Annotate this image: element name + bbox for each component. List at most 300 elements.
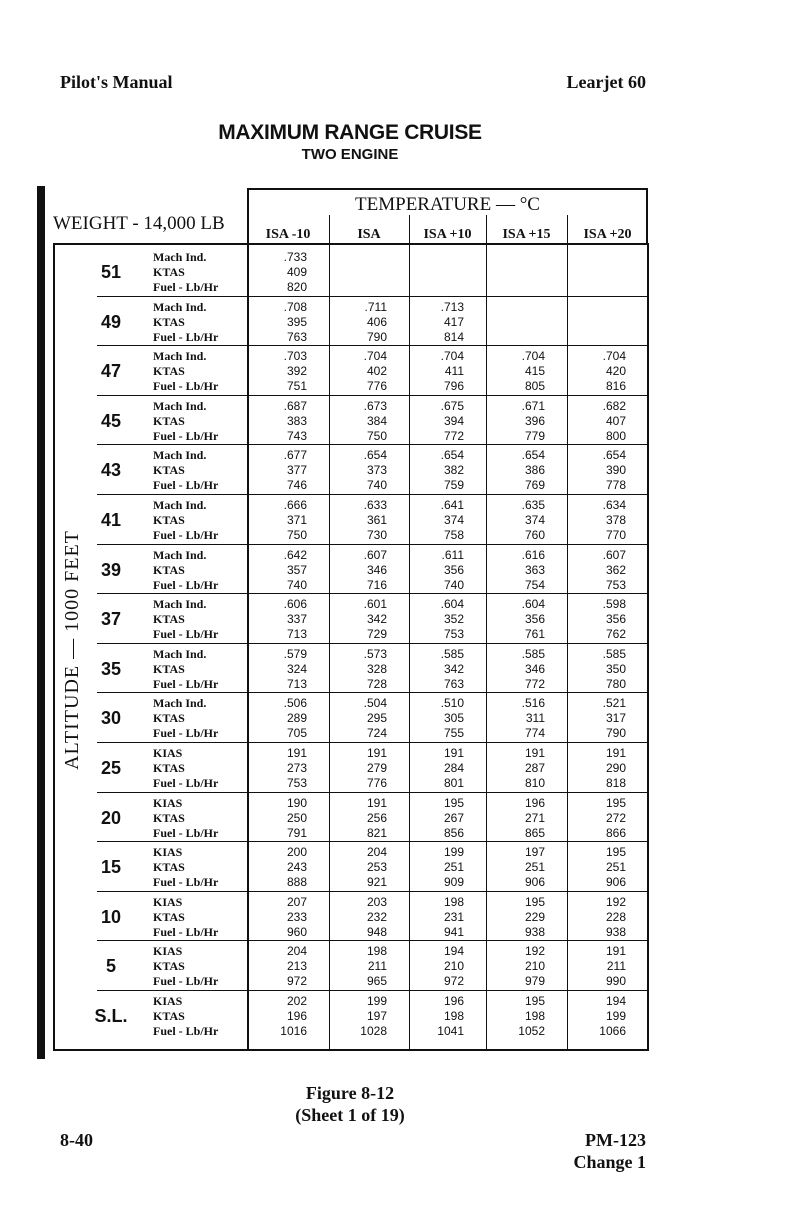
column-header: ISA +10 xyxy=(423,227,472,242)
altitude-axis-label: ALTITUDE — 1000 FEET xyxy=(61,530,83,770)
table-cell: .585 xyxy=(602,646,626,661)
table-cell: 801 xyxy=(443,776,464,790)
altitude-value: 51 xyxy=(100,262,122,282)
table-cell: 395 xyxy=(286,314,307,329)
table-cell: 960 xyxy=(286,924,307,939)
table-cell: 865 xyxy=(524,825,545,840)
table-cell: 856 xyxy=(443,825,464,840)
table-cell: 192 xyxy=(524,944,545,959)
table-cell: 402 xyxy=(366,364,387,379)
table-cell: 753 xyxy=(286,776,307,790)
parameter-label: KIAS xyxy=(153,845,183,860)
table-cell: 769 xyxy=(524,478,545,493)
table-cell: 273 xyxy=(286,761,307,775)
weight-label: WEIGHT - 14,000 LB xyxy=(53,213,225,234)
table-cell: 350 xyxy=(605,661,626,676)
table-cell: 191 xyxy=(366,795,387,810)
table-cell: .641 xyxy=(440,498,464,512)
table-cell: 295 xyxy=(366,711,387,726)
altitude-value: 45 xyxy=(100,410,122,431)
table-cell: 199 xyxy=(366,994,387,1008)
table-cell: 948 xyxy=(366,924,387,939)
row-separator xyxy=(97,940,648,941)
row-separator xyxy=(97,296,648,297)
table-cell: 192 xyxy=(605,894,626,909)
parameter-label: Fuel - Lb/Hr xyxy=(153,825,219,840)
table-cell: 196 xyxy=(524,795,545,810)
table-cell: 906 xyxy=(605,875,626,890)
table-cell: 195 xyxy=(443,795,464,810)
altitude-value: 30 xyxy=(100,708,122,729)
parameter-label: KIAS xyxy=(153,746,183,760)
table-cell: 972 xyxy=(443,974,464,989)
table-cell: 990 xyxy=(605,974,626,989)
table-cell: 199 xyxy=(605,1009,626,1023)
table-cell: 211 xyxy=(367,959,387,974)
table-cell: 750 xyxy=(366,428,387,443)
altitude-value: 39 xyxy=(100,559,122,580)
table-cell: 1041 xyxy=(437,1024,464,1038)
table-cell: 253 xyxy=(366,860,387,875)
parameter-label: Fuel - Lb/Hr xyxy=(153,676,219,691)
table-cell: .598 xyxy=(602,597,626,612)
table-cell: 805 xyxy=(524,379,545,394)
table-cell: .585 xyxy=(440,646,464,661)
table-cell: 251 xyxy=(524,860,545,875)
row-separator xyxy=(97,345,648,346)
table-cell: .654 xyxy=(363,448,387,463)
table-cell: 800 xyxy=(605,428,626,443)
table-cell: 290 xyxy=(605,761,626,775)
table-cell: 197 xyxy=(366,1009,387,1023)
table-cell: 207 xyxy=(286,894,307,909)
table-cell: 243 xyxy=(286,860,307,875)
table-cell: .642 xyxy=(283,547,307,562)
table-cell: .616 xyxy=(521,547,545,562)
table-cell: 866 xyxy=(605,825,626,840)
table-cell: 256 xyxy=(366,810,387,825)
table-cell: 191 xyxy=(443,746,464,760)
table-cell: .506 xyxy=(283,696,307,711)
row-separator xyxy=(97,544,648,545)
table-cell: 199 xyxy=(443,845,464,860)
table-cell: 191 xyxy=(524,746,545,760)
table-cell: .687 xyxy=(283,398,307,413)
table-cell: 888 xyxy=(286,875,307,890)
temperature-label: TEMPERATURE — °C xyxy=(355,194,540,215)
table-cell: 374 xyxy=(524,513,545,527)
table-cell: 228 xyxy=(605,909,626,924)
table-cell: .711 xyxy=(364,299,387,314)
altitude-value: S.L. xyxy=(94,1006,128,1026)
table-cell: .704 xyxy=(440,349,464,364)
row-separator xyxy=(97,395,648,396)
table-cell: 371 xyxy=(286,513,307,527)
column-header: ISA +15 xyxy=(502,227,551,242)
table-cell: .633 xyxy=(363,498,387,512)
table-cell: 754 xyxy=(524,577,545,592)
parameter-label: Fuel - Lb/Hr xyxy=(153,428,219,443)
parameter-label: Fuel - Lb/Hr xyxy=(153,627,219,642)
table-cell: 417 xyxy=(443,314,464,329)
altitude-value: 41 xyxy=(100,510,122,530)
parameter-label: KTAS xyxy=(153,562,185,577)
parameter-label: Mach Ind. xyxy=(153,547,207,562)
table-cell: .573 xyxy=(363,646,387,661)
table-cell: 816 xyxy=(605,379,626,394)
parameter-label: KTAS xyxy=(153,413,185,428)
row-separator xyxy=(97,692,648,693)
altitude-value: 49 xyxy=(100,311,122,332)
altitude-value: 5 xyxy=(105,956,116,977)
row-separator xyxy=(97,841,648,842)
table-cell: 195 xyxy=(605,795,626,810)
table-cell: .675 xyxy=(440,398,464,413)
table-cell: 770 xyxy=(605,528,626,542)
parameter-label: Fuel - Lb/Hr xyxy=(153,577,219,592)
parameter-label: KTAS xyxy=(153,761,185,775)
table-cell: 818 xyxy=(605,776,626,790)
altitude-value: 47 xyxy=(100,361,122,382)
parameter-label: KTAS xyxy=(153,513,185,527)
table-cell: .516 xyxy=(521,696,545,711)
change-number: Change 1 xyxy=(573,1152,646,1172)
table-cell: .673 xyxy=(363,398,387,413)
row-separator xyxy=(97,990,648,991)
column-header: ISA -10 xyxy=(265,227,311,242)
row-separator xyxy=(97,792,648,793)
table-cell: 284 xyxy=(443,761,464,775)
table-cell: 342 xyxy=(443,661,464,676)
table-cell: 796 xyxy=(443,379,464,394)
table-cell: 728 xyxy=(366,676,387,691)
figure-caption: Figure 8-12 xyxy=(305,1083,395,1103)
parameter-label: KTAS xyxy=(153,959,185,974)
table-cell: 906 xyxy=(524,875,545,890)
table-cell: .604 xyxy=(440,597,464,612)
table-cell: 772 xyxy=(524,676,545,691)
table-cell: 352 xyxy=(443,612,464,627)
table-cell: 250 xyxy=(286,810,307,825)
table-cell: 724 xyxy=(366,726,387,741)
parameter-label: Fuel - Lb/Hr xyxy=(153,924,219,939)
table-cell: 779 xyxy=(524,428,545,443)
table-cell: 346 xyxy=(366,562,387,577)
row-separator xyxy=(97,593,648,594)
table-cell: 1016 xyxy=(280,1024,307,1038)
table-cell: .708 xyxy=(283,299,307,314)
parameter-label: KTAS xyxy=(153,661,185,676)
table-cell: 287 xyxy=(524,761,545,775)
table-cell: .682 xyxy=(602,398,626,413)
table-cell: 776 xyxy=(366,776,387,790)
table-cell: 776 xyxy=(366,379,387,394)
table-cell: 211 xyxy=(606,959,626,974)
table-cell: .704 xyxy=(602,349,626,364)
table-cell: 191 xyxy=(286,746,307,760)
table-cell: 760 xyxy=(524,528,545,542)
row-separator xyxy=(97,643,648,644)
table-cell: 378 xyxy=(605,513,626,527)
table-cell: 409 xyxy=(286,265,307,279)
table-cell: 229 xyxy=(524,909,545,924)
parameter-label: KTAS xyxy=(153,1009,185,1023)
table-cell: .601 xyxy=(363,597,387,612)
table-cell: 740 xyxy=(443,577,464,592)
table-cell: .733 xyxy=(283,250,307,264)
table-cell: .606 xyxy=(283,597,307,612)
table-cell: 357 xyxy=(286,562,307,577)
document-number: PM-123 xyxy=(585,1130,646,1150)
table-cell: 762 xyxy=(605,627,626,642)
table-cell: .521 xyxy=(602,696,626,711)
table-cell: 1052 xyxy=(518,1024,545,1038)
table-cell: .607 xyxy=(363,547,387,562)
table-cell: 231 xyxy=(443,909,464,924)
table-cell: 346 xyxy=(524,661,545,676)
table-cell: 821 xyxy=(366,825,387,840)
table-cell: 909 xyxy=(443,875,464,890)
table-cell: 763 xyxy=(443,676,464,691)
table-cell: 705 xyxy=(286,726,307,741)
table-cell: 392 xyxy=(286,364,307,379)
parameter-label: KTAS xyxy=(153,909,185,924)
table-cell: 204 xyxy=(366,845,387,860)
table-cell: 382 xyxy=(443,463,464,478)
table-cell: 198 xyxy=(366,944,387,959)
table-cell: 730 xyxy=(366,528,387,542)
table-cell: 820 xyxy=(286,280,307,294)
table-cell: 356 xyxy=(524,612,545,627)
altitude-value: 35 xyxy=(100,658,122,679)
parameter-label: Mach Ind. xyxy=(153,696,207,711)
table-cell: 362 xyxy=(605,562,626,577)
table-cell: 753 xyxy=(443,627,464,642)
table-cell: .604 xyxy=(521,597,545,612)
parameter-label: Fuel - Lb/Hr xyxy=(153,329,219,344)
parameter-label: Fuel - Lb/Hr xyxy=(153,875,219,890)
table-cell: 763 xyxy=(286,329,307,344)
parameter-label: Mach Ind. xyxy=(153,448,207,463)
table-cell: 279 xyxy=(366,761,387,775)
table-cell: 965 xyxy=(366,974,387,989)
parameter-label: Fuel - Lb/Hr xyxy=(153,726,219,741)
table-cell: 743 xyxy=(286,428,307,443)
parameter-label: Mach Ind. xyxy=(153,299,207,314)
table-cell: 921 xyxy=(366,875,387,890)
table-cell: 758 xyxy=(443,528,464,542)
table-cell: 305 xyxy=(443,711,464,726)
table-cell: 938 xyxy=(524,924,545,939)
table-cell: 406 xyxy=(366,314,387,329)
parameter-label: Fuel - Lb/Hr xyxy=(153,280,219,294)
table-cell: 774 xyxy=(524,726,545,741)
table-cell: 195 xyxy=(524,894,545,909)
table-cell: .510 xyxy=(440,696,464,711)
table-cell: 778 xyxy=(605,478,626,493)
table-cell: 979 xyxy=(524,974,545,989)
table-cell: 195 xyxy=(524,994,545,1008)
table-cell: 194 xyxy=(443,944,464,959)
table-cell: 195 xyxy=(605,845,626,860)
table-cell: 1028 xyxy=(360,1024,387,1038)
table-cell: 390 xyxy=(605,463,626,478)
page-subtitle: TWO ENGINE xyxy=(301,146,399,163)
table-cell: 938 xyxy=(605,924,626,939)
table-cell: 713 xyxy=(286,627,307,642)
row-separator xyxy=(97,444,648,445)
parameter-label: KTAS xyxy=(153,463,185,478)
table-cell: 716 xyxy=(366,577,387,592)
parameter-label: Mach Ind. xyxy=(153,646,207,661)
table-cell: 342 xyxy=(366,612,387,627)
table-cell: 210 xyxy=(524,959,545,974)
table-cell: 772 xyxy=(443,428,464,443)
parameter-label: KTAS xyxy=(153,711,185,726)
parameter-label: KTAS xyxy=(153,860,185,875)
table-cell: 317 xyxy=(605,711,626,726)
table-cell: 190 xyxy=(286,795,307,810)
table-cell: 251 xyxy=(443,860,464,875)
table-cell: .677 xyxy=(283,448,307,463)
table-cell: 755 xyxy=(443,726,464,741)
parameter-label: KTAS xyxy=(153,314,185,329)
table-cell: 337 xyxy=(286,612,307,627)
parameter-label: KTAS xyxy=(153,810,185,825)
table-cell: 814 xyxy=(443,329,464,344)
table-cell: 233 xyxy=(286,909,307,924)
table-cell: 210 xyxy=(443,959,464,974)
table-cell: .607 xyxy=(602,547,626,562)
table-cell: 1066 xyxy=(599,1024,626,1038)
table-cell: 386 xyxy=(524,463,545,478)
table-cell: 729 xyxy=(366,627,387,642)
table-cell: 384 xyxy=(366,413,387,428)
table-cell: 196 xyxy=(443,994,464,1008)
table-cell: 746 xyxy=(286,478,307,493)
table-cell: .654 xyxy=(602,448,626,463)
table-cell: 407 xyxy=(605,413,626,428)
header-right: Learjet 60 xyxy=(566,72,646,92)
row-separator xyxy=(97,742,648,743)
table-cell: 361 xyxy=(366,513,387,527)
table-cell: 415 xyxy=(524,364,545,379)
parameter-label: Mach Ind. xyxy=(153,349,207,364)
table-cell: .634 xyxy=(602,498,626,512)
parameter-label: KTAS xyxy=(153,612,185,627)
table-cell: .585 xyxy=(521,646,545,661)
altitude-value: 25 xyxy=(100,758,122,778)
table-cell: .635 xyxy=(521,498,545,512)
table-cell: 753 xyxy=(605,577,626,592)
table-cell: .703 xyxy=(283,349,307,364)
table-cell: 271 xyxy=(524,810,545,825)
row-separator xyxy=(97,891,648,892)
table-cell: .611 xyxy=(441,547,464,562)
table-cell: 324 xyxy=(286,661,307,676)
table-cell: 759 xyxy=(443,478,464,493)
table-cell: 791 xyxy=(286,825,307,840)
parameter-label: Mach Ind. xyxy=(153,597,207,612)
parameter-label: KIAS xyxy=(153,894,183,909)
table-cell: 810 xyxy=(524,776,545,790)
table-cell: 356 xyxy=(605,612,626,627)
table-cell: 311 xyxy=(525,711,545,726)
altitude-value: 10 xyxy=(100,906,122,927)
parameter-label: KIAS xyxy=(153,994,183,1008)
altitude-value: 15 xyxy=(100,857,122,878)
table-cell: 972 xyxy=(286,974,307,989)
parameter-label: KTAS xyxy=(153,364,185,379)
table-cell: 377 xyxy=(286,463,307,478)
table-cell: 267 xyxy=(443,810,464,825)
table-cell: 373 xyxy=(366,463,387,478)
table-cell: .704 xyxy=(521,349,545,364)
table-cell: 790 xyxy=(366,329,387,344)
parameter-label: Mach Ind. xyxy=(153,398,207,413)
table-cell: 202 xyxy=(286,994,307,1008)
table-cell: 197 xyxy=(524,845,545,860)
page-title: MAXIMUM RANGE CRUISE xyxy=(218,121,482,144)
table-cell: .713 xyxy=(440,299,464,314)
table-cell: 394 xyxy=(443,413,464,428)
table-cell: 196 xyxy=(286,1009,307,1023)
parameter-label: Fuel - Lb/Hr xyxy=(153,974,219,989)
sheet-caption: (Sheet 1 of 19) xyxy=(295,1105,405,1125)
table-cell: .666 xyxy=(283,498,307,512)
header-left: Pilot's Manual xyxy=(60,72,173,92)
table-cell: 272 xyxy=(605,810,626,825)
table-cell: 750 xyxy=(286,528,307,542)
table-cell: 251 xyxy=(605,860,626,875)
table-cell: 191 xyxy=(605,944,626,959)
table-cell: .504 xyxy=(363,696,387,711)
table-cell: 713 xyxy=(286,676,307,691)
table-cell: 740 xyxy=(286,577,307,592)
table-cell: .704 xyxy=(363,349,387,364)
table-cell: 411 xyxy=(444,364,464,379)
table-cell: 941 xyxy=(443,924,464,939)
table-cell: .654 xyxy=(440,448,464,463)
table-cell: 790 xyxy=(605,726,626,741)
table-cell: 232 xyxy=(366,909,387,924)
row-separator xyxy=(97,494,648,495)
table-cell: 198 xyxy=(443,1009,464,1023)
table-cell: .579 xyxy=(283,646,307,661)
parameter-label: Fuel - Lb/Hr xyxy=(153,379,219,394)
table-cell: 200 xyxy=(286,845,307,860)
parameter-label: Fuel - Lb/Hr xyxy=(153,478,219,493)
column-header: ISA xyxy=(357,227,381,242)
table-cell: 383 xyxy=(286,413,307,428)
table-cell: .671 xyxy=(521,398,545,413)
table-cell: 363 xyxy=(524,562,545,577)
parameter-label: Fuel - Lb/Hr xyxy=(153,776,219,790)
table-cell: 198 xyxy=(524,1009,545,1023)
table-cell: 356 xyxy=(443,562,464,577)
altitude-value: 20 xyxy=(100,807,122,828)
altitude-value: 43 xyxy=(100,460,122,481)
table-cell: 396 xyxy=(524,413,545,428)
table-cell: 203 xyxy=(366,894,387,909)
table-cell: 204 xyxy=(286,944,307,959)
table-cell: 194 xyxy=(605,994,626,1008)
table-cell: 213 xyxy=(286,959,307,974)
parameter-label: KIAS xyxy=(153,944,183,959)
table-cell: 761 xyxy=(524,627,545,642)
column-header: ISA +20 xyxy=(583,227,632,242)
table-cell: 328 xyxy=(366,661,387,676)
